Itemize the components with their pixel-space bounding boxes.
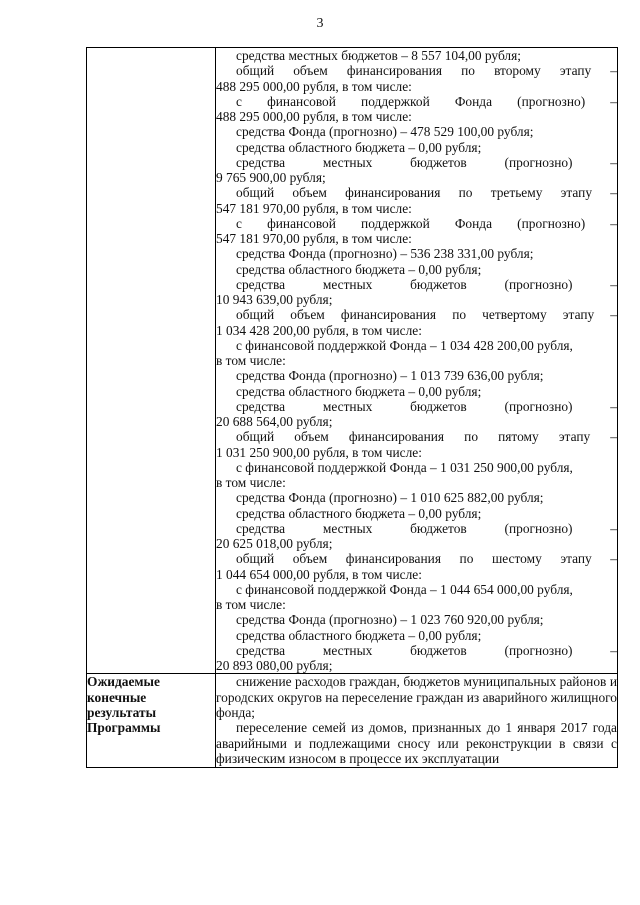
stage3-local-words: средства местных бюджетов (прогнозно) – [236, 276, 617, 292]
financing-label-cell [87, 48, 216, 674]
stage4-local-words: средства местных бюджетов (прогнозно) – [236, 398, 617, 414]
stage2-regional: средства областного бюджета – 0,00 рубля; [236, 139, 482, 155]
stage6-regional: средства областного бюджета – 0,00 рубля; [236, 627, 482, 643]
stage6-fund: средства Фонда (прогнозно) – 1 023 760 920,00 рубля; [236, 612, 544, 628]
stage5-fund-intro: с финансовой поддержкой Фонда – 1 031 250 900,00 рубля, [236, 459, 573, 475]
stage4-fund-intro: с финансовой поддержкой Фонда – 1 034 428 200,00 рубля, [236, 337, 573, 353]
financing-row [87, 48, 618, 674]
result-paragraph-1: снижение расходов граждан, бюджетов муниципальных районов и городских округов на переселение граждан из аварийного жилищного фонда; [216, 674, 617, 721]
stage4-intro: общий объем финансирования по четвертому этапу – [236, 307, 617, 323]
results-label: Ожидаемые конечные результаты Программы [87, 674, 216, 767]
stage2-total: 488 295 000,00 рубля, в том числе: [216, 78, 412, 94]
stage5-fund: средства Фонда (прогнозно) – 1 010 625 882,00 рубля; [236, 490, 544, 506]
stage2-local-value: 9 765 900,00 рубля; [216, 170, 326, 185]
local-budget-line: средства местных бюджетов – 8 557 104,00 рубля; [236, 48, 521, 63]
stage4-regional: средства областного бюджета – 0,00 рубля; [236, 383, 482, 399]
stage3-total: 547 181 970,00 рубля, в том числе: [216, 200, 412, 216]
results-text [216, 674, 618, 767]
stage6-local-words: средства местных бюджетов (прогнозно) – [236, 642, 617, 658]
stage5-local-value: 20 625 018,00 рубля; [216, 536, 333, 551]
result-paragraph-2: переселение семей из домов, признанных до 1 января 2017 года аварийными и подлежащими сносу или реконструкции в связи с физическим износом в процессе их эксплуатации [216, 720, 617, 767]
stage4-total: 1 034 428 200,00 рубля, в том числе: [216, 322, 422, 338]
stage3-regional: средства областного бюджета – 0,00 рубля; [236, 261, 482, 277]
page-number: 3 [316, 16, 324, 31]
stage2-local-words: средства местных бюджетов (прогнозно) – [236, 154, 617, 170]
results-row [87, 674, 618, 767]
stage2-fund: средства Фонда (прогнозно) – 478 529 100,00 рубля; [236, 124, 534, 140]
program-passport-table [86, 47, 618, 768]
stage3-local-value: 10 943 639,00 рубля; [216, 292, 333, 307]
stage3-fund-intro: с финансовой поддержкой Фонда (прогнозно) – [236, 215, 617, 231]
stage5-regional: средства областного бюджета – 0,00 рубля; [236, 505, 482, 521]
stage5-intro: общий объем финансирования по пятому этапу – [236, 429, 617, 445]
stage3-fund: средства Фонда (прогнозно) – 536 238 331,00 рубля; [236, 246, 534, 262]
stage2-fund-total: 488 295 000,00 рубля, в том числе: [216, 109, 412, 124]
stage6-intro: общий объем финансирования по шестому этапу – [236, 551, 617, 567]
stage4-local-value: 20 688 564,00 рубля; [216, 414, 333, 429]
stage2-intro: общий объем финансирования по второму этапу – [236, 63, 617, 79]
stage4-fund: средства Фонда (прогнозно) – 1 013 739 636,00 рубля; [236, 368, 544, 384]
financing-text-cell [216, 48, 618, 674]
stage6-fund-total: в том числе: [216, 597, 286, 612]
stage6-local-value: 20 893 080,00 рубля; [216, 658, 333, 673]
stage3-intro: общий объем финансирования по третьему этапу – [236, 185, 617, 201]
stage3-fund-total: 547 181 970,00 рубля, в том числе: [216, 231, 412, 246]
stage5-total: 1 031 250 900,00 рубля, в том числе: [216, 444, 422, 460]
stage6-fund-intro: с финансовой поддержкой Фонда – 1 044 654 000,00 рубля, [236, 581, 573, 597]
stage4-fund-total: в том числе: [216, 353, 286, 368]
stage2-fund-intro: с финансовой поддержкой Фонда (прогнозно) – [236, 93, 617, 109]
stage5-fund-total: в том числе: [216, 475, 286, 490]
stage5-local-words: средства местных бюджетов (прогнозно) – [236, 520, 617, 536]
stage6-total: 1 044 654 000,00 рубля, в том числе: [216, 566, 422, 582]
